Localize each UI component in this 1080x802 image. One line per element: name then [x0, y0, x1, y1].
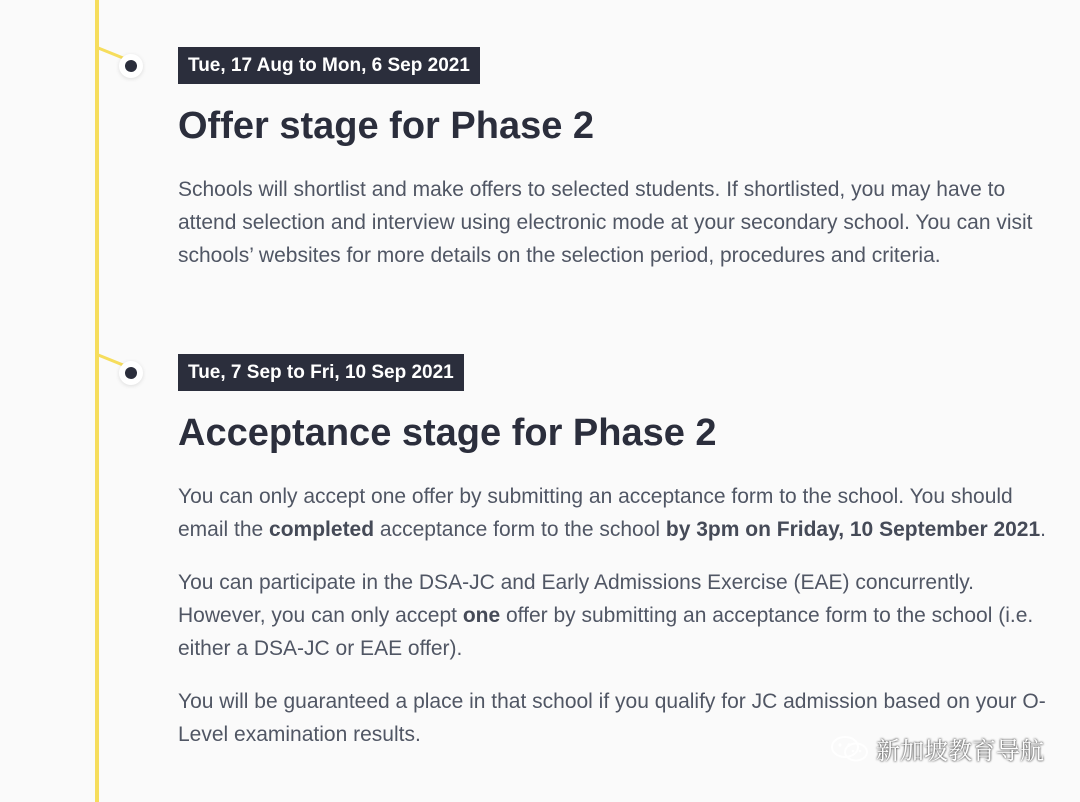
stage-description: You can participate in the DSA-JC and Early Admissions Exercise (EAE) concurrently. However, you can only accept one offer by submitting an acceptance form to the school (i.e. either a DSA-JC or EAE offer).	[178, 571, 1034, 660]
stage-description: You can only accept one offer by submitting an acceptance form to the school. You should email the completed acceptance form to the school by 3pm on Friday, 10 September 2021.	[178, 485, 1047, 541]
timeline-dot	[119, 54, 143, 78]
timeline-line	[95, 0, 99, 802]
timeline-entry-offer	[178, 47, 1048, 272]
stage-title: Offer stage for Phase 2	[178, 105, 595, 147]
watermark-text: 新加坡教育导航	[876, 738, 1044, 765]
stage-title: Acceptance stage for Phase 2	[178, 412, 717, 454]
stage-description: Schools will shortlist and make offers to selected students. If shortlisted, you may have to attend selection and interview using electronic mode at your secondary school. You can visit schools’ websites for more details on the selection period, procedures and criteria.	[178, 178, 1033, 267]
watermark	[830, 731, 1044, 766]
timeline-entry-acceptance	[178, 354, 1048, 751]
stage-description: You will be guaranteed a place in that school if you qualify for JC admission based on your O-Level examination results.	[178, 690, 1046, 746]
wechat-icon	[830, 734, 870, 764]
date-badge: Tue, 17 Aug to Mon, 6 Sep 2021	[178, 47, 480, 84]
timeline-dot	[119, 361, 143, 385]
date-badge: Tue, 7 Sep to Fri, 10 Sep 2021	[178, 354, 464, 391]
